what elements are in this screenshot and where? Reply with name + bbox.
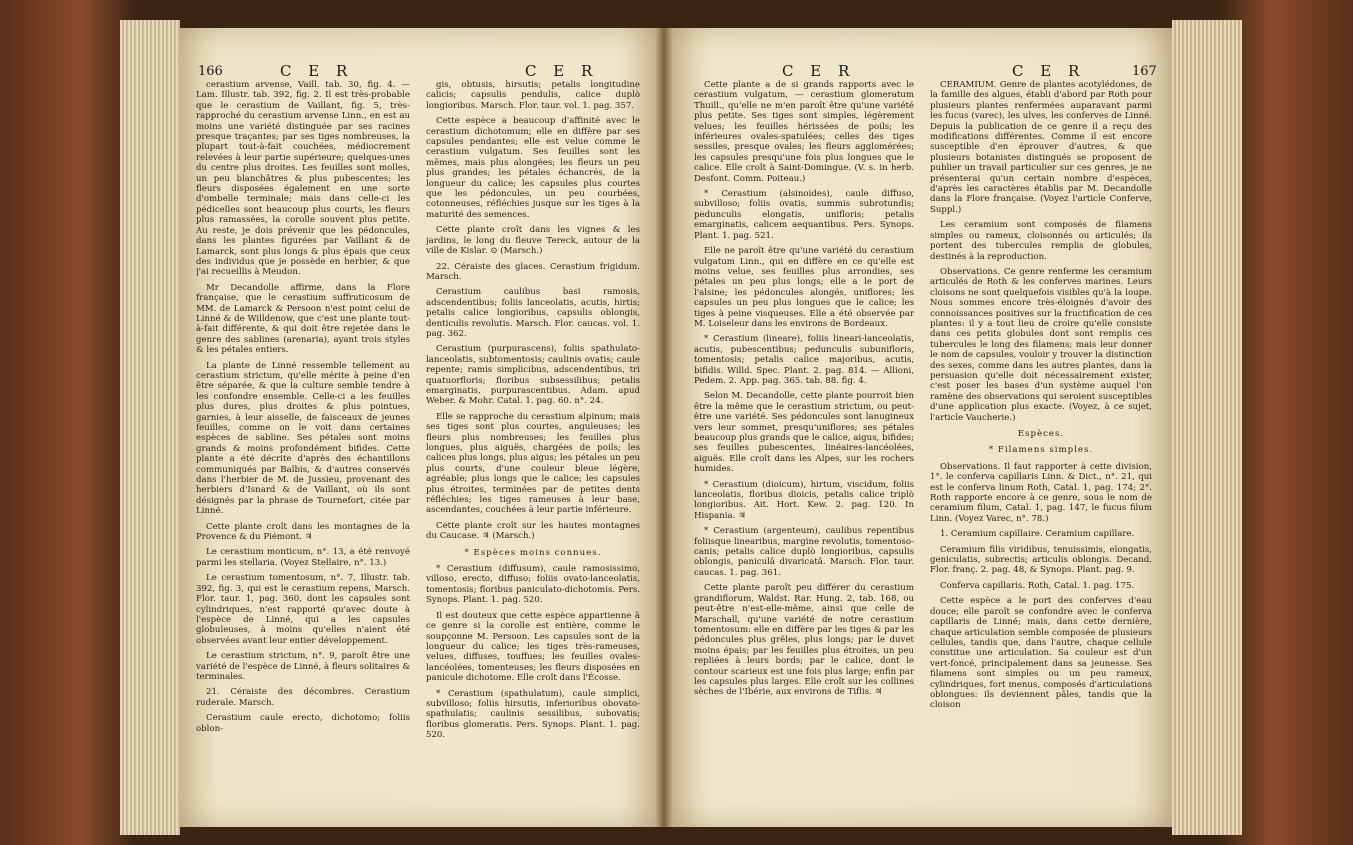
paragraph: gis, obtusis, hirsutis; petalis longitudine calicis; capsulis pendulis, calice duplò longioribus. Marsch. Flor. taur. vol. 1. pag. 357.: [426, 80, 640, 111]
paragraph: Le cerastium strictum, n°. 9, paroît être une variété de l'espèce de Linné, à fleurs solitaires & terminales.: [196, 651, 410, 682]
paragraph: Il est douteux que cette espèce appartienne à ce genre si la corolle est entière, comme le soupçonne M. Persoon. Les capsules sont de la longueur du calice; les tiges très-rameuses, velues, diffuses, touffues; les feuilles ovales-lancéolées, tomenteuses; les fleurs disposées en panicule dichotome. Elle croît dans l'Écosse.: [426, 610, 640, 684]
section-heading: * Espèces moins connues.: [464, 547, 602, 558]
paragraph: * Cerastium (diffusum), caule ramosissimo, villoso, erecto, diffuso; foliis ovato-lanceolatis, tomentosis; floribus paniculato-dichotomis. Pers. Synops. Plant. 1. pag. 520.: [426, 564, 640, 606]
left-page-column-2: [426, 80, 640, 817]
running-head: C E R: [782, 62, 856, 80]
paragraph: Selon M. Decandolle, cette plante pourroit bien être la même que le cerastium strictum, ou peut-être une variété. Ses pédoncules sont lanugineux vers leur sommet, presqu'uniflores; ses pétales beaucoup plus grands que le calice, aigus, bifides; ses feuilles pubescentes, linéaires-lancéolées, aiguës. Elle croît dans les Alpes, sur les rochers humides.: [694, 391, 914, 475]
left-page-edges: [120, 20, 180, 835]
right-page-edges: [1172, 20, 1242, 835]
page-number-left: 166: [198, 64, 223, 79]
paragraph: Le cerastium monticum, n°. 13, a été renvoyé parmi les stellaria. (Voyez Stellaire, n°. 13.): [196, 547, 410, 568]
paragraph: Les ceramium sont composés de filamens simples ou rameux, cloisonnés ou articulés; ils portent des tubercules remplis de globules, destinés à la reproduction.: [930, 220, 1152, 262]
paragraph: 1. Ceramium capillaire. Ceramium capillare.: [940, 529, 1135, 540]
paragraph: Observations. Il faut rapporter à cette division, 1°. le conferva capillaris Linn. & Dict., n°. 21, qui est le conferva linum Roth, Catal. 1, pag. 174; 2°. Roth rapporte encore à ce genre, sous le nom de ceramium filum, Catal. 1, pag. 147, le fucus filum Linn. (Voyez Varec, n°. 78.): [930, 461, 1152, 524]
paragraph: cerastium arvense, Vaill. tab. 30, fig. 4. — Lam. Illustr. tab. 392, fig. 2. Il est très-probable que le cerastium de Vaillant, fig. 5, très-rapproché du cerastium arvense Linn., en est au moins une variété distinguée par ses racines presque traçantes; par ses tiges nombreuses, la plupart tout-à-fait couchées, médiocrement relevées à leur partie supérieure; quelques-unes du centre plus droites. Les feuilles sont molles, un peu blanchâtres & plus pubescentes; les fleurs disposées également en une sorte d'ombelle terminale; mais dans celle-ci les pédicelles sont beaucoup plus courts, les fleurs plus ramassées, la corolle souvent plus petite. Au reste, je dois prévenir que les pédoncules, dans les plantes figurées par Vaillant & de Lamarck, sont plus longs & plus épais que ceux des individus que je possède en herbier, & que j'ai recueillis à Meudon.: [196, 80, 410, 278]
paragraph: La plante de Linné ressemble tellement au cerastium strictum, qu'elle mérite à peine d'en être séparée, & que la culture semble tendre à les confondre ensemble. Celle-ci a les feuilles plus dures, plus droites & plus pointues, garnies, à leur aisselle, de faisceaux de jeunes feuilles, comme on le voit dans certaines espèces de sabline. Ses pétales sont moins grands & moins profondément bifides. Cette plante a été décrite d'après des échantillons communiqués par Balbis, & d'autres conservés dans l'herbier de M. de Jussieu, provenant des herbiers d'Isnard & de Vaillant, où ils sont désignés par la phrase de Tournefort, citée par Linné.: [196, 360, 410, 517]
running-head: C E R: [525, 62, 599, 80]
paragraph: Cerastium (purpurascens), foliis spathulato-lanceolatis, subtomentosis; caulinis ovatis; caule repente; ramis simplicibus, adscendentibus, tri quatuorfloris; floribus subsessilibus; petalis emarginatis, purpurascentibus. Adam. apud Weber. & Mohr. Catal. 1. pag. 60. n°. 24.: [426, 344, 640, 407]
paragraph: Cerastium caule erecto, dichotomo; foliis oblon-: [196, 713, 410, 734]
paragraph: Cette plante a de si grands rapports avec le cerastium vulgatum, — cerastium glomeratum Thuill., qu'elle ne m'en paroît être qu'une variété plus petite. Ses tiges sont simples, légèrement velues; les feuilles hérissées de poils; les inférieures ovales-spatulées; celles des tiges sessiles, presque ovales; les fleurs agglomérées; les capsules presqu'une fois plus longues que le calice. Elle croît à Saint-Domingue. (V. s. in herb. Desfont. Comm. Poiteau.): [694, 80, 914, 184]
left-page: [180, 28, 656, 827]
paragraph: Le cerastium tomentosum, n°. 7, Illustr. tab. 392, fig. 3, qui est le cerastium repens, Marsch. Flor. taur. 1, pag. 360, dont les capsules sont cylindriques, n'est rapporté qu'avec doute à l'espèce de Linné, qui a les capsules globuleuses, à moins qu'elles n'aient été observées avant leur entier développement.: [196, 573, 410, 646]
paragraph: * Cerastium (alsinoides), caule diffuso, subvilloso; foliis ovatis, summis subrotundis; pedunculis elongatis, unifloris; petalis emarginatis, calicem aequantibus. Pers. Synops. Plant. 1. pag. 521.: [694, 189, 914, 241]
paragraph: Cette plante croît dans les vignes & les jardins, le long du fleuve Tereck, autour de la ville de Kislar. ⊙ (Marsch.): [426, 225, 640, 257]
paragraph: Cette plante croît dans les montagnes de la Provence & du Piémont. ♃: [196, 521, 410, 543]
running-head: C E R: [280, 62, 354, 80]
right-page-column-1: [694, 80, 914, 817]
running-head: C E R: [1012, 62, 1086, 80]
paragraph: Ceramium filis viridibus, tenuissimis, elongatis, geniculatis, subrectis; articulis oblongis. Decand. Flor. franç. 2. pag. 48, & Synops. Plant. pag. 9.: [930, 544, 1152, 576]
paragraph: * Cerastium (spathulatum), caule simplici, subvilloso; foliis hirsutis, inferioribus obovato-spathulatis; caulinis sessilibus, subovatis; floribus glomeratis. Pers. Synops. Plant. 1. pag. 520.: [426, 688, 640, 741]
paragraph: 21. Céraiste des décombres. Cerastium ruderale. Marsch.: [196, 687, 410, 708]
subsection-heading: * Filamens simples.: [988, 445, 1094, 456]
paragraph: Elle se rapproche du cerastium alpinum; mais ses tiges sont plus courtes, anguleuses; les fleurs plus nombreuses; les feuilles plus longues, plus aiguës, chargées de poils; les calices plus longs, plus aigus; les pétales un peu plus courts, d'une couleur bleue légère, agréable; plus longs que le calice; les capsules plus étroites, terminées par de petites dents réfléchies; les tiges rameuses à leur base, ascendantes, couchées à leur partie inférieure.: [426, 411, 640, 516]
section-heading: Espèces.: [1017, 429, 1065, 439]
right-page: [672, 28, 1172, 827]
left-page-column-1: [196, 80, 410, 817]
book-gutter: [656, 28, 672, 827]
paragraph: * Cerastium (argenteum), caulibus repentibus foliisque linearibus, margine revolutis, tomentoso-canis; petalis calice duplò longioribus, capsulis oblongis, paniculâ divaricatâ. Marsch. Flor. taur. caucas. 1. pag. 361.: [694, 526, 914, 578]
paragraph: Conferva capillaris. Roth, Catal. 1. pag. 175.: [940, 580, 1135, 591]
paragraph: * Cerastium (dioicum), hirtum, viscidum, foliis lanceolatis, floribus dioicis, petalis calice triplò longioribus. Ait. Hort. Kew. 2. pag. 120. In Hispania. ♃: [694, 479, 914, 521]
paragraph: Observations. Ce genre renferme les ceramium articulés de Roth & les conferves marines. Leurs cloisons ne sont quelquefois visibles qu'à la loupe. Nous sommes encore très-éloignés d'avoir des connoissances positives sur la fructification de ces plantes: il y a tout lieu de croire qu'elle consiste dans ces petits globules dont sont remplis ces tubercules le long des filamens; mais leur donner le nom de capsules, vouloir y trouver la distinction des sexes, comme dans les autres plantes, dans la persuasion qu'elle doit nécessairement exister, c'est poser les bases d'un système auquel l'on ramène des observations qui seroient susceptibles d'une application plus exacte. (Voyez, à ce sujet, l'article Vaucherie.): [930, 266, 1152, 423]
paragraph: CERAMIUM. Genre de plantes acotylédones, de la famille des algues, établi d'abord par Roth pour plusieurs plantes renfermées auparavant parmi les fucus (varec), les ulves, les conferves de Linné. Depuis la publication de ce genre il a reçu des modifications différentes. Comme il est encore susceptible d'en éprouver d'autres, & que plusieurs botanistes distingués se proposent de publier un travail particulier sur ces genres, je ne présenterai qu'un certain nombre d'espèces, d'après les caractères établis par M. Decandolle dans la Flore française. (Voyez l'article Conferve, Suppl.): [930, 80, 1152, 215]
paragraph: Cette espèce a le port des conferves d'eau douce; elle paroît se confondre avec le conferva capillaris de Linné; mais, dans cette dernière, chaque articulation semble composée de plusieurs cellules, tandis que, dans l'autre, chaque cellule constitue une articulation. Sa couleur est d'un vert-foncé, principalement dans sa jeunesse. Ses filamens sont simples ou un peu rameux, cylindriques, fort menus, composés d'articulations oblongues: ils deviennent pâles, tandis que la cloison: [930, 596, 1152, 711]
page-number-right: 167: [1132, 64, 1157, 79]
paragraph: Cette espèce a beaucoup d'affinité avec le cerastium dichotomum; elle en diffère par ses capsules pendantes; elle est velue comme le cerastium vulgatum. Ses feuilles sont les mêmes, mais plus alongées; les fleurs un peu plus grandes; les pétales échancrés, de la longueur du calice; les capsules plus courtes que les pédoncules, un peu courbées, cotonneuses, réfléchies jusque sur les tiges à la maturité des semences.: [426, 116, 640, 220]
paragraph: Cerastium caulibus basi ramosis, adscendentibus; foliis lanceolatis, acutis, hirtis; petalis calice longioribus, capsulis oblongis, denticulis revolutis. Marsch. Flor. caucas. vol. 1. pag. 362.: [426, 287, 640, 339]
paragraph: Cette plante paroît peu différer du cerastium grandiflorum, Waldst. Rar. Hung. 2, tab. 168, ou peut-être n'est-elle-même, ainsi que celle de Marschall, qu'une variété de notre cerastium tomentosum: elle en diffère par les tiges & par les pédoncules plus grêles, plus longs; par le duvet moins épais; par les feuilles plus étroites, un peu repliées à leurs bords; par le calice, dont le contour scarieux est une fois plus large; enfin par les capsules plus larges. Elle croît sur les collines sèches de l'Ibérie, aux environs de Tiflis. ♃: [694, 583, 914, 698]
paragraph: * Cerastium (lineare), foliis lineari-lanceolatis, acutis, pubescentibus; pedunculis subunifloris, tomentosis; petalis calice majoribus, acutis, bifidis. Willd. Spec. Plant. 2. pag. 814. — Allioni, Pedem. 2. App. pag. 365. tab. 88. fig. 4.: [694, 334, 914, 386]
paragraph: Cette plante croît sur les hautes montagnes du Caucase. ♃ (Marsch.): [426, 520, 640, 542]
paragraph: Mr Decandolle affirme, dans la Flore française, que le cerastium suffruticosum de MM. de Lamarck & Persoon n'est point celui de Linné & de Willdenow, que c'est une plante tout-à-fait différente, & qui doit être rejetée dans le genre des sablines (arenaria), ayant trois styles & les pétales entiers.: [196, 282, 410, 356]
paragraph: 22. Céraiste des glaces. Cerastium frigidum. Marsch.: [426, 261, 640, 282]
paragraph: Elle ne paroît être qu'une variété du cerastium vulgatum Linn., qui en diffère en ce qu'elle est moins velue, ses feuilles plus arrondies, ses pétales un peu plus longs; elle a le port de l'alsine; les pédoncules alongés, uniflores; les capsules un peu plus longues que le calice; les tiges à peine visqueuses. Elle a été observée par M. Loiseleur dans les environs de Bordeaux.: [694, 246, 914, 329]
right-page-column-2: [930, 80, 1152, 817]
